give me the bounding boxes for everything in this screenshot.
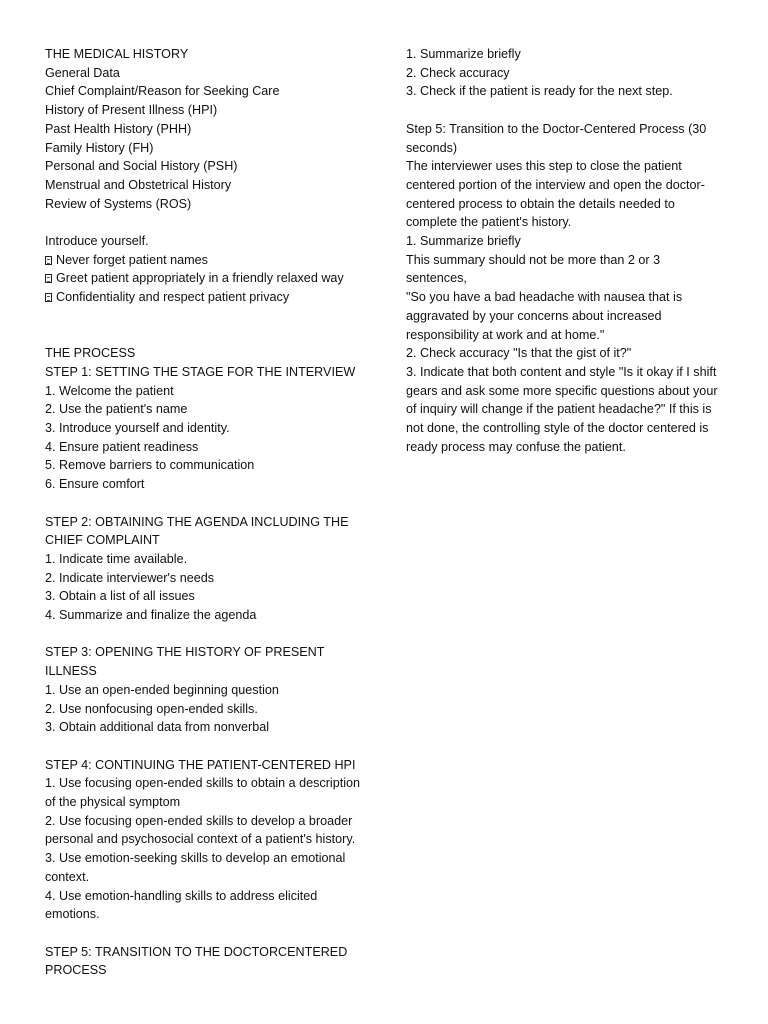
step3-item: 3. Obtain additional data from nonverbal (45, 720, 270, 735)
top-item: 3. Check if the patient is ready for the next step. (406, 84, 673, 99)
step2-item: 3. Obtain a list of all issues (45, 589, 195, 604)
bullet-item (45, 288, 367, 307)
history-item: General Data (45, 65, 120, 80)
history-item: Menstrual and Obstetrical History (45, 177, 232, 192)
bullet-box-icon (45, 274, 52, 283)
top-item: 1. Summarize briefly (406, 47, 521, 61)
history-item: Review of Systems (ROS) (45, 196, 192, 211)
step1-item: 5. Remove barriers to communication (45, 458, 255, 473)
history-item: Past Health History (PHH) (45, 121, 192, 136)
summarize-description: This summary should not be more than 2 or 3 sentences, (406, 252, 661, 286)
step2-item: 1. Indicate time available. (45, 551, 188, 566)
right-column (406, 45, 722, 456)
step4-item: 3. Use emotion-seeking skills to develop an emotional context. (45, 851, 346, 884)
introduce-heading: Introduce yourself. (45, 234, 149, 249)
step5-heading-left: STEP 5: TRANSITION TO THE DOCTORCENTERED PROCESS (45, 944, 348, 978)
step5-intro: The interviewer uses this step to close the patient centered portion of the interview and open the doctor-centered process to obtain the details needed to complete the patient's history. (406, 159, 705, 230)
left-column (45, 45, 367, 980)
bullet-item (45, 251, 367, 270)
process-title: THE PROCESS (45, 346, 136, 361)
step1-item: 4. Ensure patient readiness (45, 439, 199, 454)
step1-item: 6. Ensure comfort (45, 477, 145, 492)
bullet-text: Never forget patient names (56, 252, 208, 267)
bullet-text: Confidentiality and respect patient privacy (56, 290, 290, 305)
step4-item: 1. Use focusing open-ended skills to obtain a description of the physical symptom (45, 776, 361, 810)
check-accuracy: 2. Check accuracy "Is that the gist of it?" (406, 346, 632, 361)
step5-heading-right: Step 5: Transition to the Doctor-Centered Process (30 seconds) (406, 121, 707, 155)
step2-heading: STEP 2: OBTAINING THE AGENDA INCLUDING THE CHIEF COMPLAINT (45, 514, 349, 548)
history-item: Personal and Social History (PSH) (45, 159, 238, 174)
step3-heading: STEP 3: OPENING THE HISTORY OF PRESENT ILLNESS (45, 645, 325, 679)
step2-item: 4. Summarize and finalize the agenda (45, 608, 257, 623)
indicate-content-style: 3. Indicate that both content and style "Is it okay if I shift gears and ask some more specific questions about your of inquiry will change if the patient headache?" If this is not done, the controlling style of the doctor centered is ready process may confuse the patient. (406, 364, 718, 454)
step1-item: 2. Use the patient's name (45, 402, 188, 417)
step1-item: 1. Welcome the patient (45, 383, 174, 398)
step4-item: 2. Use focusing open-ended skills to develop a broader personal and psychosocial context of a patient's history. (45, 813, 356, 847)
step4-item: 4. Use emotion-handling skills to address elicited emotions. (45, 888, 318, 922)
summarize-label: 1. Summarize briefly (406, 234, 521, 249)
history-item: Chief Complaint/Reason for Seeking Care (45, 84, 280, 99)
bullet-box-icon (45, 293, 52, 302)
history-item: Family History (FH) (45, 140, 154, 155)
document-title: THE MEDICAL HISTORY (45, 47, 189, 61)
bullet-box-icon (45, 256, 52, 265)
step1-item: 3. Introduce yourself and identity. (45, 421, 230, 436)
history-item: History of Present Illness (HPI) (45, 103, 218, 118)
step1-heading: STEP 1: SETTING THE STAGE FOR THE INTERVIEW (45, 364, 356, 379)
step3-item: 2. Use nonfocusing open-ended skills. (45, 701, 258, 716)
top-item: 2. Check accuracy (406, 65, 510, 80)
bullet-text: Greet patient appropriately in a friendly relaxed way (56, 271, 344, 286)
step2-item: 2. Indicate interviewer's needs (45, 570, 215, 585)
summary-quote: "So you have a bad headache with nausea that is aggravated by your concerns about increased responsibility at work and at home." (406, 290, 683, 342)
step4-heading: STEP 4: CONTINUING THE PATIENT-CENTERED HPI (45, 757, 356, 772)
bullet-item (45, 269, 367, 288)
step3-item: 1. Use an open-ended beginning question (45, 682, 279, 697)
